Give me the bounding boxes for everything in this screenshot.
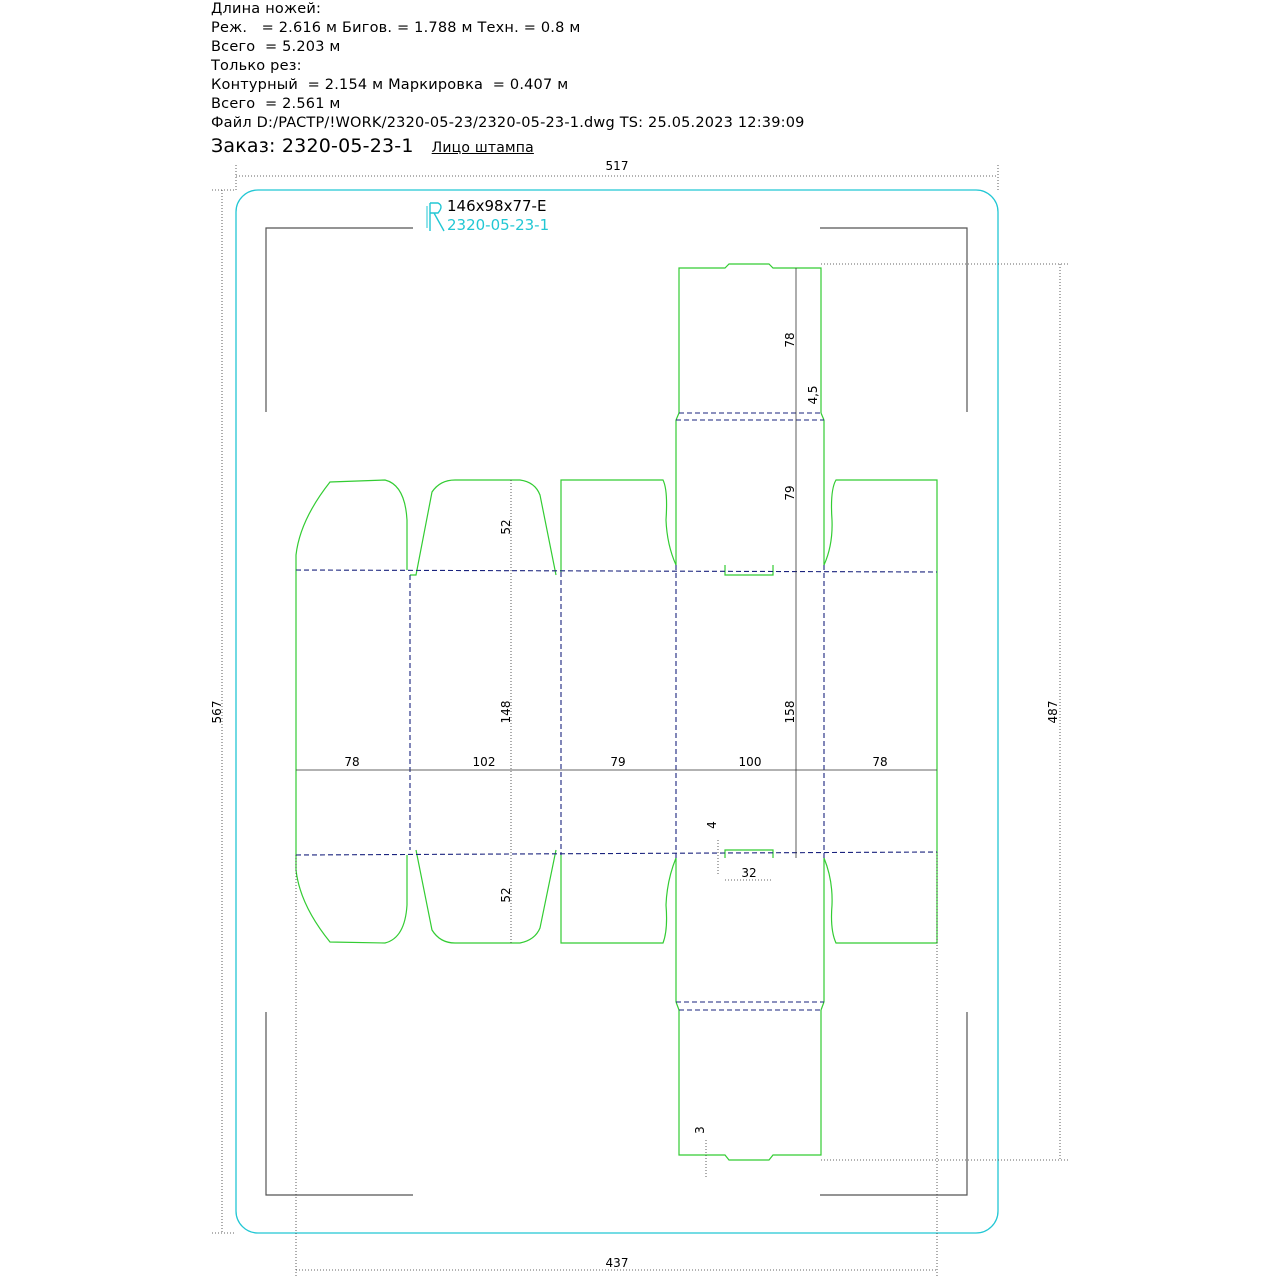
cut-only-total: Всего = 2.561 м: [211, 96, 341, 112]
dim-panel-4: 100: [738, 755, 762, 769]
dim-blank-height: 487: [1046, 700, 1060, 724]
cut-panel3-top-flap: [561, 480, 676, 572]
crease-bottom-horizontal: [296, 852, 937, 855]
dim-tab-height: 4: [705, 821, 719, 829]
cut-panel2-top-flap: [410, 480, 556, 575]
dim-body-height-right: 158: [783, 700, 797, 724]
cut-panel5-bottom-flap: [824, 852, 937, 943]
dim-gap-top: 4,5: [806, 385, 820, 405]
order-label: Заказ: 2320-05-23-1: [211, 135, 414, 157]
cut-panel1-bottom-flap: [296, 855, 407, 943]
corner-mark-top-right: [820, 228, 967, 412]
dim-overall-height: 567: [210, 700, 224, 724]
dim-top-panel: 79: [783, 485, 797, 501]
dim-panel-5: 78: [872, 755, 888, 769]
dim-dust-flap-top: 52: [499, 519, 513, 535]
knife-length-breakdown: Реж. = 2.616 м Бигов. = 1.788 м Техн. = 0.8 м: [211, 20, 581, 36]
corner-mark-top-left: [266, 228, 413, 412]
dim-blank-width: 437: [605, 1256, 629, 1270]
crease-top-horizontal: [296, 570, 937, 572]
cut-panel5-top-flap: [824, 480, 937, 572]
stamp-face-link[interactable]: Лицо штампа: [431, 140, 534, 156]
size-label: 146x98x77-E: [447, 197, 547, 215]
dim-top-flap: 78: [783, 332, 797, 348]
cut-panel1-top-flap: [296, 480, 407, 570]
corner-mark-bottom-right: [820, 1012, 967, 1195]
cut-panel2-bottom-flap: [416, 850, 556, 943]
cut-panel4-top-lid: [679, 264, 821, 413]
cut-panel4-bottom-lid: [679, 1010, 821, 1160]
file-path: Файл D:/PACTP/!WORK/2320-05-23/2320-05-23-1.dwg TS: 25.05.2023 12:39:09: [211, 115, 805, 131]
knife-length-total: Всего = 5.203 м: [211, 39, 341, 55]
cut-panel4-top-tuck: [676, 413, 824, 420]
cut-panel4-bottom-tab: [725, 850, 773, 858]
cut-lines: [296, 264, 937, 1160]
logo-icon: [427, 203, 444, 231]
dim-panel-3: 79: [610, 755, 626, 769]
cut-only-title: Только рез:: [211, 58, 302, 74]
dim-panel-1: 78: [344, 755, 360, 769]
cut-panel4-top-tab: [725, 565, 773, 575]
dimension-lines: [210, 159, 1068, 1278]
cut-panel3-bottom-flap: [561, 855, 676, 943]
die-frame: [236, 190, 998, 1233]
corner-marks: [266, 228, 967, 1195]
crease-lines: [296, 413, 937, 1010]
cut-panel4-bottom-tuck: [676, 1002, 824, 1010]
dim-bottom-gap: 3: [693, 1126, 707, 1134]
dim-overall-width: 517: [605, 159, 629, 173]
dim-tab-width: 32: [741, 866, 757, 880]
knife-length-title: Длина ножей:: [211, 1, 322, 17]
dim-dust-flap-bottom: 52: [499, 887, 513, 903]
dim-body-height-left: 148: [499, 700, 513, 724]
corner-mark-bottom-left: [266, 1012, 413, 1195]
job-id-label: 2320-05-23-1: [447, 216, 550, 234]
dim-panel-2: 102: [472, 755, 496, 769]
cut-only-breakdown: Контурный = 2.154 м Маркировка = 0.407 м: [211, 77, 569, 93]
